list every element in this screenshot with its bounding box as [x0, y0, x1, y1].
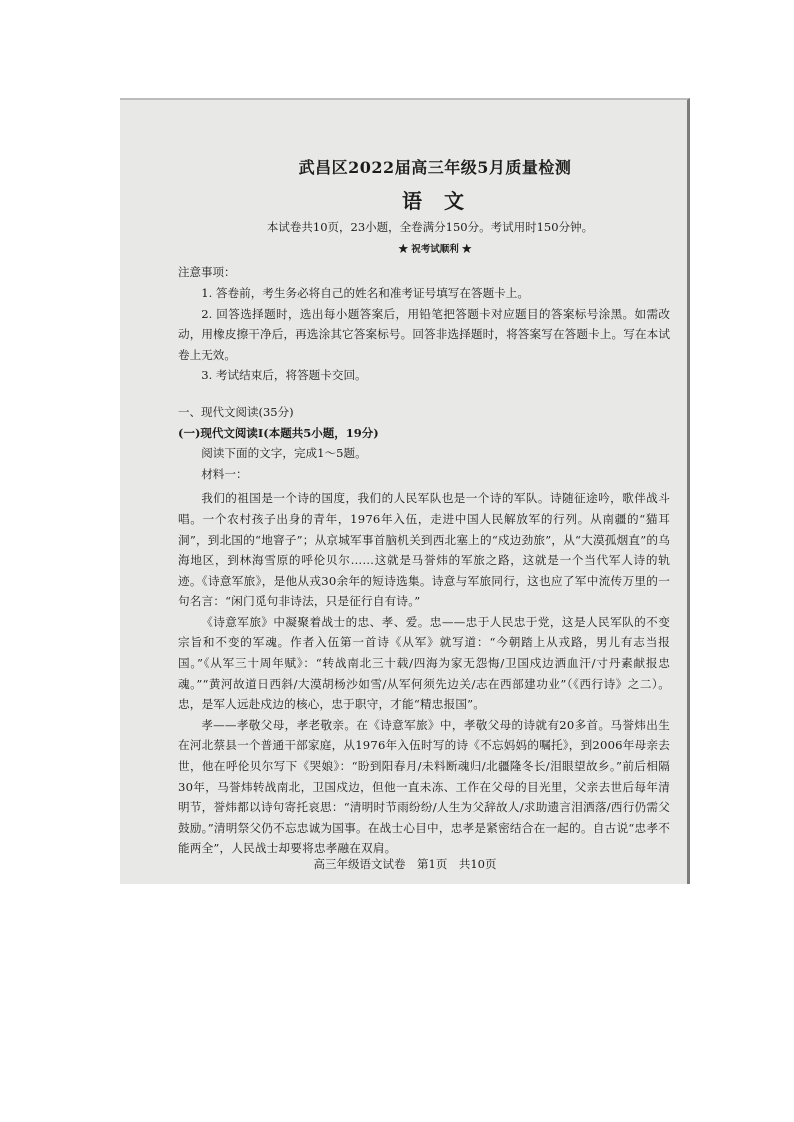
- material-label: 材料一：: [201, 466, 248, 481]
- notice-item: 1. 答卷前，考生务必将自己的姓名和准考证号填写在答题卡上。: [201, 285, 529, 300]
- exam-info: 本试卷共10页，23小题，全卷满分150分。考试用时150分钟。: [266, 220, 594, 235]
- notice-title: 注意事项：: [178, 265, 236, 280]
- notice-item: 3. 考试结束后，将答题卡交回。: [201, 368, 367, 383]
- section-heading: 一、现代文阅读(35分): [178, 404, 294, 419]
- exam-sheet: [178, 150, 670, 859]
- page-footer: 高三年级语文试卷 第1页 共10页: [313, 857, 497, 871]
- exam-title: 武昌区2022届高三年级5月质量检测: [298, 158, 572, 177]
- reading-instruction: 阅读下面的文字，完成1～5题。: [201, 446, 367, 461]
- subject-title: 语文: [402, 188, 486, 213]
- section-subheading: (一)现代文阅读Ⅰ(本题共5小题，19分): [178, 425, 379, 440]
- passage-paragraph: 《诗意军旅》中凝聚着战士的忠、孝、爱。忠——忠于人民忠于党，这是人民军队的不变宗旨和不变的军魂。作者入伍第一首诗《从军》就写道：“今朝踏上从戎路，男儿有志当报国。”《从军三十周年赋》：“转战南北三十载/四海为家无怨悔/卫国戍边洒血汗/寸丹素献报忠魂。”“黄河故道日西斜/大漠胡杨沙如雪/从军何须先边关/志在西部建功业”（《西行诗》之二）。忠，是军人远赴戍边的核心，忠于职守，才能“精忠报国”。: [178, 614, 670, 712]
- good-luck-line: ★ 祝考试顺利 ★: [398, 243, 472, 255]
- passage-paragraph: 我们的祖国是一个诗的国度，我们的人民军队也是一个诗的军队。诗随征途吟，歌伴战斗唱。一个农村孩子出身的青年，1976年入伍，走进中国人民解放军的行列。从南疆的“猫耳洞”，到北国的“地窨子”；从京城军事首脑机关到西北塞上的“戍边劲旅”，从“大漠孤烟直”的乌海地区，到林海雪原的呼伦贝尔……这就是马誉炜的军旅之路，这就是一个当代军人诗的轨迹。《诗意军旅》，是他从戎30余年的短诗选集。诗意与军旅同行，这也应了军中流传万里的一句名言：“闲门觅句非诗法，只是征行自有诗。”: [178, 491, 670, 609]
- passage-paragraph: 孝——孝敬父母，孝老敬亲。在《诗意军旅》中，孝敬父母的诗就有20多首。马誉炜出生在河北蔡县一个普通干部家庭，从1976年入伍时写的诗《不忘妈妈的嘱托》，到2006年母亲去世，他在呼伦贝尔写下《哭娘》：“盼到阳春月/未料断魂归/北疆隆冬长/泪眼望故乡。”前后相隔30年，马誉炜转战南北，卫国戍边，但他一直未冻、工作在父母的目光里，父亲去世后每年清明节，誉炜都以诗句寄托哀思：“清明时节雨纷纷/人生为父辞故人/求助遗言泪洒落/西行仍需父鼓励。”清明祭父仍不忘忠诚为国事。在战士心目中，忠孝是紧密结合在一起的。自古说“忠孝不能两全”，人民战士却要将忠孝融在双肩。: [178, 717, 670, 856]
- notice-item: 2. 回答选择题时，选出每小题答案后，用铅笔把答题卡对应题目的答案标号涂黑。如需改动，用橡皮擦干净后，再选涂其它答案标号。回答非选择题时，将答案写在答题卡上。写在本试卷上无效。: [178, 306, 670, 362]
